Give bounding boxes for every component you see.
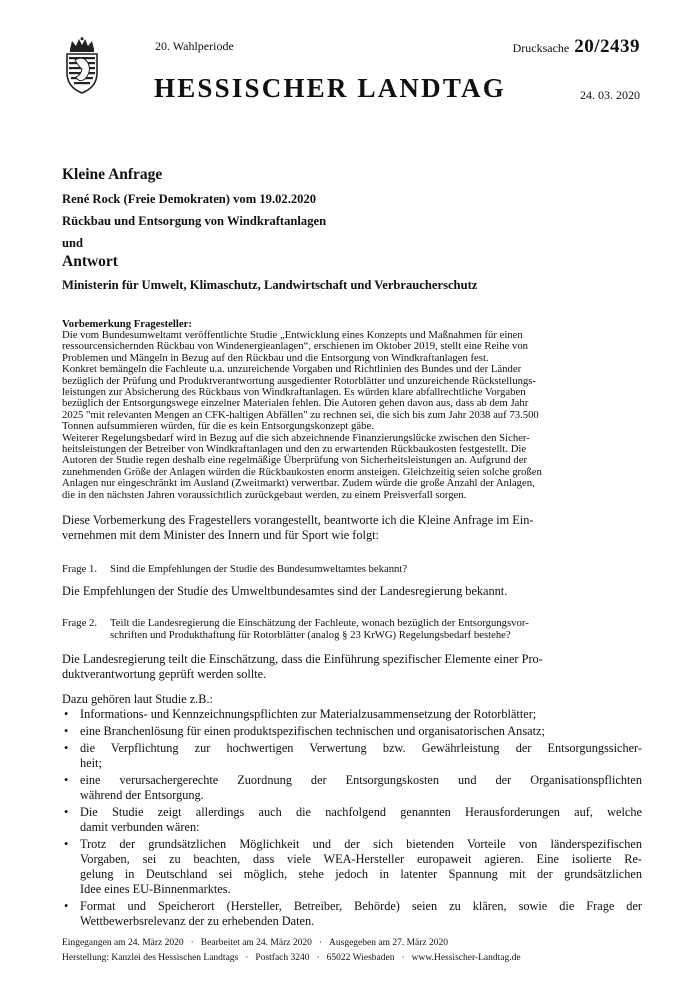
kleine-anfrage-heading: Kleine Anfrage [62,166,163,183]
text-line: die Verpflichtung zur hochwertigen Verwertung bzw. Gewährleistung der Entsorgungssicher- [80,741,642,756]
text-line: bezüglich der Prüfung und Produktverantwortung ausgedienter Rotorblätter und unzureichende Rückstellungs- [62,374,536,387]
bullet-icon: • [64,724,69,739]
drucksache-label: Drucksache [512,41,570,55]
text-line: Weiterer Regelungsbedarf wird in Bezug auf die sich abzeichnende Finanzierungslücke zwischen den Sicher- [62,431,530,444]
text-line: zunehmenden Größe der Anlagen würden die Rückbaukosten enorm ansteigen. Gleichzeitig seien solche großen [62,465,542,478]
text-line: Die vom Bundesumweltamt veröffentlichte Studie „Entwicklung eines Konzepts und Maßnahmen für einen [62,329,523,341]
intro-paragraph [62,513,642,543]
footer-row-dates [62,936,642,951]
text-line: heitsleistungen der Betreiber von Windkraftanlagen und den zu erwartenden Rückbaukosten festgestellt. Die [62,443,527,456]
footer-separator: · [190,938,194,948]
wahlperiode: 20. Wahlperiode [155,39,234,53]
text-line: bezüglich der Entsorgungswege einzelner Materialen fehlen. Die Autoren gehen davon aus, dass ab dem Jahr [62,397,529,410]
bullet-icon: • [64,707,69,722]
list-item [62,805,642,835]
text-line: Vorgaben, sei zu beachten, dass viele WEA-Hersteller europaweit agieren. Eine isolierte Re- [80,852,642,867]
subject-line: Rückbau und Entsorgung von Windkraftanlagen [62,214,327,228]
antwort-heading: Antwort [62,253,118,270]
list-item [62,773,642,803]
text-line: gelung in Deutschland sei möglich, stehe jedoch in latenter Spannung mit der grundsätzlichen [80,867,642,882]
footer-separator: · [316,953,320,963]
footer-postfach: Postfach 3240 [255,953,310,963]
text-line: eine Branchenlösung für einen produktspezifischen technischen und organisatorischen Ansatz; [80,724,545,739]
footer-website-link[interactable]: www.Hessischer-Landtag.de [411,953,521,963]
drucksache-number: 20/2439 [574,36,640,57]
list-item [62,837,642,897]
list-item [62,741,642,771]
text-line: ressourcensichernden Rückbau von Windenergieanlagen“, erschienen im Oktober 2019, stellt eine Reihe von [62,340,529,353]
text-line: damit verbunden wären: [80,820,200,835]
list-item [62,724,642,739]
text-line: Tonnen aufsummieren würden, für die es kein Entsorgungskonzept gäbe. [62,420,374,433]
antwort-2 [62,652,642,682]
vorbemerkung-text [62,330,642,501]
text-line: Diese Vorbemerkung des Fragestellers vorangestellt, beantworte ich die Kleine Anfrage im Ein- [62,513,534,528]
text-line: Format und Speicherort (Hersteller, Betreiber, Behörde) seien zu klären, sowie die Frage der [80,899,642,914]
text-line: 2025 "mit relevanten Mengen an CFK-haltigen Abfällen" zu rechnen sei, die sich bis zum Jahr 2038 auf 73.500 [62,408,539,421]
footer-separator: · [318,938,323,948]
hessen-coat-of-arms-logo [63,37,101,95]
footer [62,936,642,966]
bullet-icon: • [64,899,69,914]
text-line: Idee eines EU-Binnenmarktes. [80,882,231,897]
list-item [62,899,642,929]
text-line: die in den nächsten Jahren voraussichtlich zurückgebaut werden, zu einem Preisverfall sorgen. [62,488,467,501]
text-line: heit; [80,756,102,771]
footer-separator: · [401,953,405,963]
text-line: schriften und Produkthaftung für Rotorblätter (analog § 23 KrWG) Regelungsbedarf bestehe? [110,629,511,642]
frage-2 [62,617,642,641]
footer-city: 65022 Wiesbaden [326,953,395,963]
text-line: eine verursachergerechte Zuordnung der Entsorgungskosten und der Organisationspflichten [80,773,642,788]
text-line: Die Landesregierung teilt die Einschätzung, dass die Einführung spezifischer Elemente einer Pro- [62,652,543,667]
text-line: Autoren der Studie regen deshalb eine regelmäßige Überprüfung von Sicherheitsleistungen an. Aufgrund der [62,454,528,467]
footer-row-address [62,951,642,966]
list-item [62,707,642,722]
text-line: Wettbewerbsrelevanz der zu erhebenden Daten. [80,914,315,929]
footer-ausgegeben: Ausgegeben am 27. März 2020 [329,938,449,948]
und-line: und [62,236,84,250]
footer-herstellung: Herstellung: Kanzlei des Hessischen Landtags [62,953,239,963]
landtag-title: HESSISCHER LANDTAG [154,73,506,103]
frage-1 [62,563,642,575]
document-body [62,318,642,931]
bullet-icon: • [64,741,69,756]
author-line: René Rock (Freie Demokraten) vom 19.02.2020 [62,192,317,206]
frage-1-label: Frage 1. [62,563,98,576]
text-line: Problemen und Mängeln in Bezug auf den Rückbau und die Entsorgung von Windkraftanlagen fest. [62,351,489,364]
text-line: Teilt die Landesregierung die Einschätzung der Fachleute, wonach bezüglich der Entsorgungsvor- [110,617,529,630]
text-line: duktverantwortung geprüft werden sollte. [62,667,267,682]
text-line: Konkret bemängeln die Fachleute u.a. unzureichende Vorgaben und Richtlinien des Bundes und der Länder [62,363,522,376]
title-block [62,166,642,300]
text-line: während der Entsorgung. [80,788,204,803]
antwort-1: Die Empfehlungen der Studie des Umweltbundesamtes sind der Landesregierung bekannt. [62,584,508,599]
footer-separator: · [245,953,249,963]
frage-1-text: Sind die Empfehlungen der Studie des Bundesumweltamtes bekannt? [110,563,408,576]
text-line: leistungen zur Absicherung des Rückbaus von Windkraftanlagen. Es würden klare abfallrechtliche Vorgaben [62,386,526,399]
frage-2-label: Frage 2. [62,617,98,630]
bullet-list [62,707,642,929]
list-intro: Dazu gehören laut Studie z.B.: [62,692,213,707]
text-line: Anlagen nur eingeschränkt im Ausland (Zweitmarkt) verwertbar. Zudem würde die große Anzahl der Anlagen, [62,477,535,490]
footer-bearbeitet: Bearbeitet am 24. März 2020 [200,938,312,948]
document-date: 24. 03. 2020 [580,88,640,102]
text-line: Die Studie zeigt allerdings auch die nachfolgend genannten Herausforderungen auf, welche [80,805,642,820]
vorbemerkung-heading: Vorbemerkung Fragesteller: [62,318,192,330]
text-line: Informations- und Kennzeichnungspflichten zur Materialzusammensetzung der Rotorblätter; [80,707,537,722]
bullet-icon: • [64,837,69,852]
drucksache [513,36,640,58]
bullet-icon: • [64,805,69,820]
ministry-line: Ministerin für Umwelt, Klimaschutz, Landwirtschaft und Verbraucherschutz [62,278,478,292]
text-line: vernehmen mit dem Minister des Innern und für Sport wie folgt: [62,528,379,543]
bullet-icon: • [64,773,69,788]
footer-eingegangen: Eingegangen am 24. März 2020 [62,938,184,948]
text-line: Trotz der grundsätzlichen Möglichkeit und der sich bietenden Vorteile von länderspezifischen [80,837,642,852]
frage-2-text [110,617,642,641]
